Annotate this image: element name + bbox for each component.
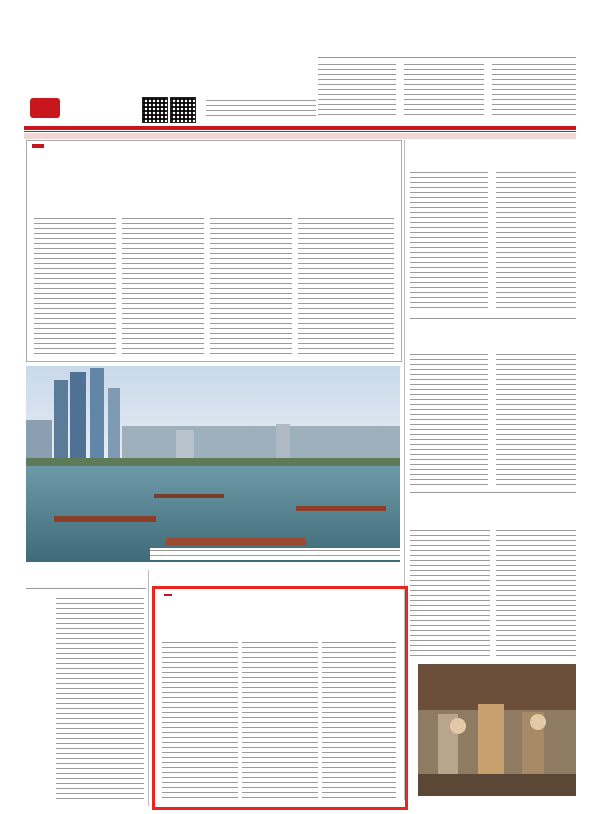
- feature-kicker: [164, 594, 172, 596]
- mine-photo: [418, 664, 576, 796]
- section-label[interactable]: [32, 144, 44, 148]
- logo-icon: [30, 98, 60, 118]
- qr-code-icon-2: [170, 97, 196, 123]
- masthead-rule: [24, 126, 576, 130]
- masthead-info: [206, 98, 316, 120]
- qr-code-icon: [142, 97, 168, 123]
- dragon-boat-photo: [26, 366, 400, 562]
